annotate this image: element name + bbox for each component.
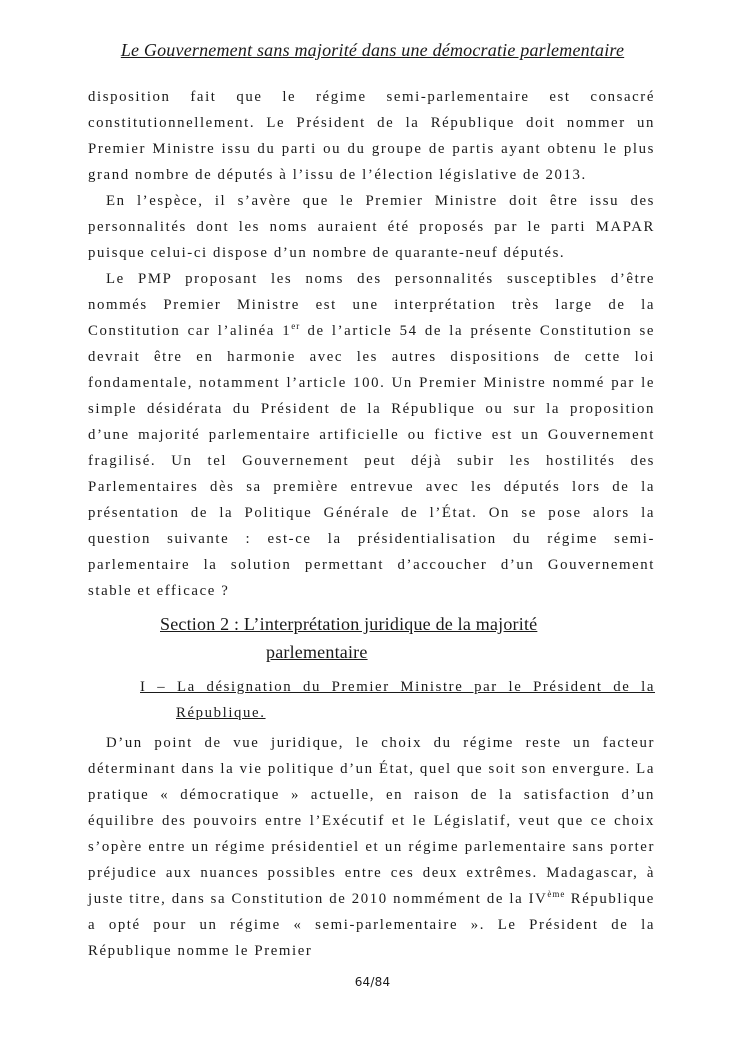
paragraph-4-superscript: ème [547,889,566,899]
paragraph-4-part-a: D’un point de vue juridique, le choix du régime reste un facteur déterminant dans la vie politique d’un État, quel que soit son envergure. La pratique « démocratique » actuelle, en raison de la satisfaction d’un équilibre des pouvoirs entre l’Exécutif et le Législatif, veut que ce choix s’opère entre un régime présidentiel et un régime parlementaire sans porter préjudice aux nuances possibles entre ces deux extrêmes. Madagascar, à juste titre, dans sa Constitution de 2010 nommément de la IV [88,735,655,907]
subsection-heading [88,674,655,726]
body-text [88,84,655,964]
paragraph-4-part-b: République a opté pour un régime « semi-parlementaire ». Le Président de la République nomme le Premier [88,891,655,959]
paragraph-3 [88,266,655,604]
paragraph-3-part-a: Le PMP proposant les noms des personnalités susceptibles d’être nommés Premier Ministre est une interprétation très large de la Constitution car l’alinéa 1 [88,271,655,339]
subsection-heading-line-2: République. [176,705,266,721]
paragraph-3-part-b: de l’article 54 de la présente Constitution se devrait être en harmonie avec les autres dispositions de cette loi fondamentale, notamment l’article 100. Un Premier Ministre nommé par le simple désidérata du Président de la République ou sur la proposition d’une majorité parlementaire artificielle ou fictive est un Gouvernement fragilisé. Un tel Gouvernement peut déjà subir les hostilités des Parlementaires dès sa première entrevue avec les députés lors de la présentation de la Politique Générale de l’État. On se pose alors la question suivante : est-ce la présidentialisation du régime semi-parlementaire la solution permettant d’accoucher d’un Gouvernement stable et efficace ? [88,323,655,599]
page-number: 64/84 [354,975,391,989]
paragraph-1: disposition fait que le régime semi-parlementaire est consacré constitutionnellement. Le Président de la République doit nommer un Premier Ministre issu du parti ou du groupe de partis ayant obtenu le plus grand nombre de députés à l’issu de l’élection législative de 2013. [88,89,655,183]
running-header: Le Gouvernement sans majorité dans une démocratie parlementaire [120,40,625,60]
section-heading-line-2: parlementaire [266,642,368,662]
paragraph-4 [88,730,655,964]
paragraph-3-superscript: er [291,321,301,331]
subsection-heading-line-1: I – La désignation du Premier Ministre par le Président de la [140,679,655,695]
paragraph-2: En l’espèce, il s’avère que le Premier Ministre doit être issu des personnalités dont les noms auraient été proposés par le parti MAPAR puisque celui-ci dispose d’un nombre de quarante-neuf députés. [88,193,655,261]
section-heading-line-1: Section 2 : L’interprétation juridique de la majorité [160,614,538,634]
section-heading [88,610,655,666]
